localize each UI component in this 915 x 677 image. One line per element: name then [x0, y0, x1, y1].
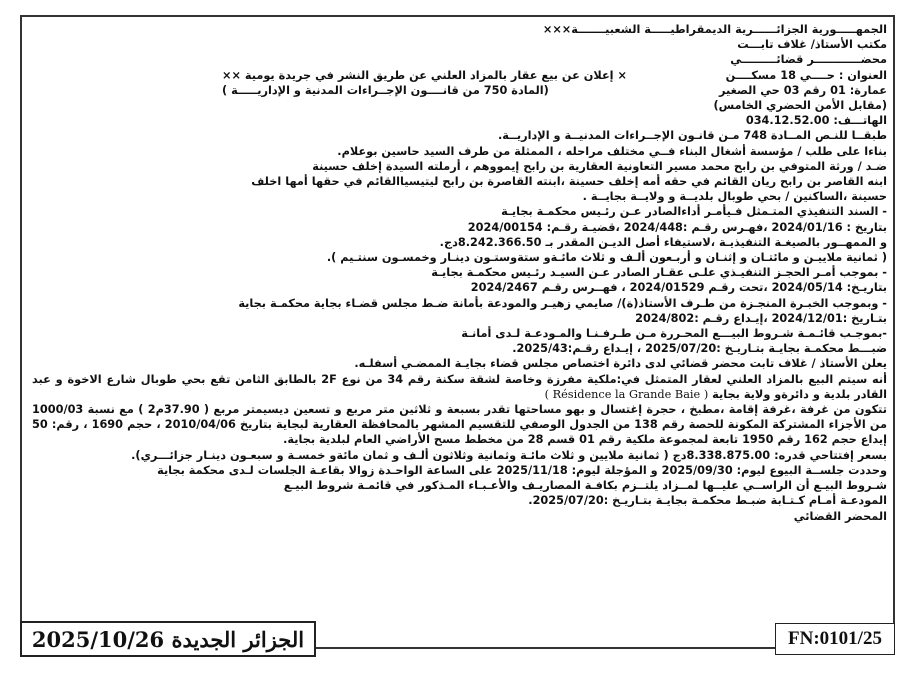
body-line: ضـد / ورثة المتوفي بن رابح محمد مسير التعاونية العقارية بن رابح إيمووهم ، أرملته السيدة إخلف حسينة	[312, 159, 887, 173]
body-line: -بموجـب قائـمـة شـروط البيـــع المحـررة مـن طـرفـنـا والمـودعـة لـدى أمانـة	[461, 327, 887, 341]
address-label: العنوان : حــــي 18 مسكــــن	[725, 68, 887, 82]
property-details: تتكون من غرفة ،غرفة إقامة ،مطبخ ، حجرة إغتسال و بهو مساحتها تقدر بسبعة و ثلاثين متر مربع و تسعين ديسيمتر مربع ( 37.90م2 ) مع نسبة 1000/03 من الأجزاء المشتركة المكونة للحصة رقم 138 من الجدول الوصفي للتقسيم المشهر بالمحافظة العقارية لبجاية بتاريخ 2010/04/06 ، حجم 1690 ، رقم: 50 إيداع حجم 162 رقم 1950 تابعة لمجموعة ملكية رقم 01 قسم 28 من مخطط مسح الأراضي العام لبلدية بجاية.	[32, 403, 887, 447]
sale-conditions: شـروط البيـع أن الراســي عليــها لمــزاد يلتــزم بكافـة المصاريـف والأعـبـاء المـذكور في قائمـة شروط البيـع	[283, 479, 887, 493]
signature: المحضر القضائي	[793, 509, 887, 523]
building-address: عمارة: 01 رقم 03 حي الصغير	[719, 83, 887, 97]
body-line: حسينة ،الساكنين / بحي طوبال بلديــة و ولايــة بجايــة .	[582, 190, 887, 204]
phone-number: الهاتـــف: 034.12.52.00	[745, 114, 887, 128]
residence-name: ( Résidence la Grande Baie )	[544, 387, 709, 401]
office-name: مكتب الأستاذ/ غلاف تابـــت	[737, 38, 887, 52]
body-line: و الممهــور بالصيغـة التنفيذيـة ،لاستيفاء أصل الديـن المقدر بـ 8.242.366.50دج.	[439, 235, 887, 249]
newspaper-date-box: الجزائر الجديدة 2025/10/26	[20, 621, 316, 657]
republic-heading: الجمهـــــورية الجزائــــــرية الديمقراطيـــــة الشعبيـــــــة×××	[542, 23, 887, 36]
building-row	[32, 83, 887, 98]
body-line: ابنه القاصر بن رابح ريان القائم في حقه أمه إخلف حسينة ،ابنته القاصرة بن رابح ليتيسياالقائم في حقها أمها اخلف	[251, 175, 887, 189]
body-line: - وبموجب الخبـرة المنجـزة من طـرف الأستاذ(ة)/ صايمي زهيـر والمودعة بأمانة ضـط مجلس قضـاء بجاية محكمـة بجاية	[238, 296, 887, 310]
deposit-statement: المودعـة أمـام كـتـابة ضبـط محكمـة بجايـة بتـاريـخ :2025/07/20.	[528, 494, 887, 508]
body-line: بناءا على طلب / مؤسسة أشغال البناء فــي مختلف مراحله ، الممثلة من طرف السيد حاسين بوعلام.	[337, 144, 887, 158]
article-reference: (المادة 750 من قانــــون الإجــراءات المدنية و الإداريـــــة )	[222, 83, 549, 97]
announcement-body	[32, 22, 887, 524]
sale-paragraph: أنه سيتم البيع بالمزاد العلني لعقار المتمثل في:ملكية مفرزة وخاصة لشقة سكنة رقم 34 من نوع 2F بالطابق الثامن تقع بحي طوبال شارع الاخوة و عبد القادر بلدية و دائرةو ولاية بجاية	[32, 372, 887, 401]
body-line: ضبـــط محكمـة بجايـة بتـاريـخ :2025/07/20 ، إيـداع رقـم:2025/43.	[512, 342, 887, 356]
property-description	[32, 372, 887, 402]
body-line: بتـاريخ :2024/12/01 ،إيـداع رقـم :2024/802	[635, 311, 887, 325]
body-line: - السند التنفيذي المتـمثل فـيأمـر أداءالصادر عـن رئـيس محكمـة بجايـة	[501, 205, 887, 219]
body-line: بتاريخ : 2024/01/16 ،فهـرس رقـم :2024/448 ،قضيـة رقـم: 2024/00154	[467, 220, 887, 234]
opening-price: بسعر إفتتاحي قدره: 8.338.875.00دج ( ثمانية ملايين و ثلاث مائـة وثمانية وثلاثون ألـف و ثمان مائةو خمسـة و سبعـون دينـار جزائـــري).	[131, 448, 887, 462]
session-dates: وحددت جلســة البيوع ليوم: 2025/09/30 و المؤجلة ليوم: 2025/11/18 على الساعة الواحـدة زوالا بقاعـة الجلسات لـدى محكمة بجاية	[157, 463, 887, 477]
body-line: ( ثمانية ملاييـن و مائتـان و إثنـان و أربـعون ألـف و ثلاث مائـةو ستةوستـون دينـار وخمسـون سنتـيم ).	[326, 251, 887, 265]
landmark: (مقابل الأمن الحضري الخامس)	[713, 99, 887, 113]
body-line: يعلن الأستاذ / غلاف تابت محضر قضائي لدى دائرة اختصاص مجلس قضاء بجايـة الممضـي أسفلـه.	[354, 357, 887, 371]
notice-title: × إعلان عن بيع عقار بالمزاد العلني عن طريق النشر في جريدة يومية ××	[222, 68, 627, 82]
body-line: بتاريـخ: 2024/05/14 ،تحت رقـم 2024/01529 ، فهــرس رقـم 2024/2467	[470, 281, 887, 295]
body-line: - بموجب أمـر الحجـز التنفيـذي علـى عقـار الصادر عـن السيـد رئـيس محكمـة بجايـة	[431, 266, 887, 280]
file-number-box: FN:0101/25	[775, 623, 895, 655]
body-line: طبقــا للنـص المــادة 748 مـن قانـون الإجــراءات المدنيــة و الإداريــة.	[498, 129, 887, 143]
bailiff-title: محضــــــــــــر قضائـــــــــي	[730, 53, 887, 67]
address-row	[32, 68, 887, 83]
